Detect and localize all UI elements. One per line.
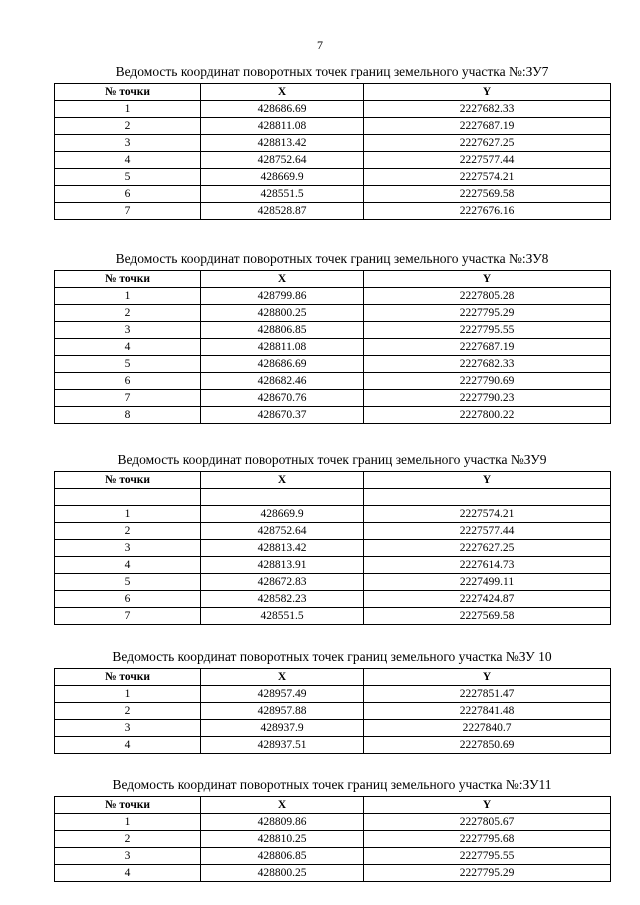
table-row xyxy=(55,540,611,557)
x-coordinate-cell: 428800.25 xyxy=(201,865,364,882)
table-row xyxy=(55,848,611,865)
y-coordinate-cell: 2227805.67 xyxy=(364,814,611,831)
y-coordinate-cell: 2227424.87 xyxy=(364,591,611,608)
column-header-y: Y xyxy=(364,472,611,489)
point-number-cell: 5 xyxy=(55,574,201,591)
y-coordinate-cell: 2227795.29 xyxy=(364,305,611,322)
y-coordinate-cell: 2227682.33 xyxy=(364,101,611,118)
column-header-point: № точки xyxy=(55,271,201,288)
table-row xyxy=(55,288,611,305)
point-number-cell: 2 xyxy=(55,118,201,135)
point-number-cell: 5 xyxy=(55,356,201,373)
table-title: Ведомость координат поворотных точек границ земельного участка №:ЗУ7 xyxy=(115,64,549,79)
x-coordinate-cell: 428752.64 xyxy=(201,152,364,169)
y-coordinate-cell: 2227614.73 xyxy=(364,557,611,574)
coords-table xyxy=(54,270,611,424)
point-number-cell: 1 xyxy=(55,814,201,831)
point-number-cell: 1 xyxy=(55,101,201,118)
point-number-cell: 6 xyxy=(55,186,201,203)
coords-table xyxy=(54,668,611,754)
column-header-y: Y xyxy=(364,797,611,814)
page-number: 7 xyxy=(317,38,323,52)
x-coordinate-cell: 428582.23 xyxy=(201,591,364,608)
table-row xyxy=(55,506,611,523)
column-header-y: Y xyxy=(364,84,611,101)
point-number-cell: 5 xyxy=(55,169,201,186)
column-header-point: № точки xyxy=(55,669,201,686)
table-header-row xyxy=(55,797,611,814)
x-coordinate-cell: 428806.85 xyxy=(201,322,364,339)
point-number-cell: 2 xyxy=(55,831,201,848)
table-row xyxy=(55,186,611,203)
table-row xyxy=(55,737,611,754)
column-header-point: № точки xyxy=(55,797,201,814)
y-coordinate-cell: 2227627.25 xyxy=(364,135,611,152)
x-coordinate-cell: 428800.25 xyxy=(201,305,364,322)
y-coordinate-cell: 2227805.28 xyxy=(364,288,611,305)
column-header-x: X xyxy=(201,84,364,101)
y-coordinate-cell: 2227676.16 xyxy=(364,203,611,220)
point-number-cell: 2 xyxy=(55,703,201,720)
x-coordinate-cell: 428528.87 xyxy=(201,203,364,220)
point-number-cell: 6 xyxy=(55,591,201,608)
x-coordinate-cell: 428937.51 xyxy=(201,737,364,754)
table-row xyxy=(55,489,611,506)
x-coordinate-cell: 428686.69 xyxy=(201,356,364,373)
point-number-cell: 7 xyxy=(55,203,201,220)
table-row xyxy=(55,703,611,720)
x-coordinate-cell: 428813.91 xyxy=(201,557,364,574)
y-coordinate-cell: 2227851.47 xyxy=(364,686,611,703)
coords-table xyxy=(54,83,611,220)
x-coordinate-cell: 428672.83 xyxy=(201,574,364,591)
x-coordinate-cell: 428752.64 xyxy=(201,523,364,540)
table-row xyxy=(55,118,611,135)
column-header-x: X xyxy=(201,472,364,489)
table-row xyxy=(55,608,611,625)
column-header-x: X xyxy=(201,669,364,686)
y-coordinate-cell: 2227577.44 xyxy=(364,152,611,169)
table-row xyxy=(55,101,611,118)
x-coordinate-cell: 428551.5 xyxy=(201,186,364,203)
point-number-cell: 6 xyxy=(55,373,201,390)
coords-block-zu11 xyxy=(54,776,610,882)
y-coordinate-cell: 2227569.58 xyxy=(364,608,611,625)
table-header-row xyxy=(55,271,611,288)
point-number-cell: 3 xyxy=(55,322,201,339)
x-coordinate-cell: 428811.08 xyxy=(201,339,364,356)
point-number-cell: 3 xyxy=(55,720,201,737)
column-header-y: Y xyxy=(364,669,611,686)
coords-table xyxy=(54,471,611,625)
y-coordinate-cell: 2227795.55 xyxy=(364,322,611,339)
x-coordinate-cell: 428809.86 xyxy=(201,814,364,831)
table-row xyxy=(55,305,611,322)
table-row xyxy=(55,574,611,591)
x-coordinate-cell: 428551.5 xyxy=(201,608,364,625)
table-header-row xyxy=(55,84,611,101)
table-row xyxy=(55,407,611,424)
y-coordinate-cell: 2227574.21 xyxy=(364,506,611,523)
table-row xyxy=(55,356,611,373)
y-coordinate-cell: 2227577.44 xyxy=(364,523,611,540)
table-row xyxy=(55,322,611,339)
table-row xyxy=(55,523,611,540)
column-header-x: X xyxy=(201,271,364,288)
point-number-cell: 7 xyxy=(55,390,201,407)
table-row xyxy=(55,591,611,608)
column-header-y: Y xyxy=(364,271,611,288)
table-row xyxy=(55,373,611,390)
point-number-cell: 1 xyxy=(55,288,201,305)
point-number-cell: 4 xyxy=(55,557,201,574)
y-coordinate-cell: 2227569.58 xyxy=(364,186,611,203)
point-number-cell: 7 xyxy=(55,608,201,625)
x-coordinate-cell: 428799.86 xyxy=(201,288,364,305)
table-title: Ведомость координат поворотных точек границ земельного участка №ЗУ9 xyxy=(117,452,547,467)
y-coordinate-cell: 2227790.23 xyxy=(364,390,611,407)
x-coordinate-cell: 428957.88 xyxy=(201,703,364,720)
y-coordinate-cell: 2227840.7 xyxy=(364,720,611,737)
coords-block-zu7 xyxy=(54,63,610,220)
table-row xyxy=(55,203,611,220)
coords-block-zu8 xyxy=(54,250,610,424)
x-coordinate-cell: 428686.69 xyxy=(201,101,364,118)
y-coordinate-cell: 2227499.11 xyxy=(364,574,611,591)
x-coordinate-cell: 428670.37 xyxy=(201,407,364,424)
y-coordinate-cell: 2227627.25 xyxy=(364,540,611,557)
x-coordinate-cell: 428813.42 xyxy=(201,540,364,557)
point-number-cell: 4 xyxy=(55,152,201,169)
coords-block-zu10 xyxy=(54,648,610,754)
table-row xyxy=(55,686,611,703)
point-number-cell: 3 xyxy=(55,540,201,557)
table-title: Ведомость координат поворотных точек границ земельного участка №:ЗУ8 xyxy=(115,251,549,266)
coords-block-zu9 xyxy=(54,451,610,625)
y-coordinate-cell: 2227687.19 xyxy=(364,339,611,356)
y-coordinate-cell: 2227800.22 xyxy=(364,407,611,424)
point-number-cell: 1 xyxy=(55,686,201,703)
table-title: Ведомость координат поворотных точек границ земельного участка №ЗУ 10 xyxy=(112,649,552,664)
x-coordinate-cell: 428670.76 xyxy=(201,390,364,407)
column-header-x: X xyxy=(201,797,364,814)
point-number-cell: 8 xyxy=(55,407,201,424)
point-number-cell: 3 xyxy=(55,848,201,865)
column-header-point: № точки xyxy=(55,472,201,489)
point-number-cell: 4 xyxy=(55,339,201,356)
point-number-cell: 3 xyxy=(55,135,201,152)
table-row xyxy=(55,339,611,356)
table-header-row xyxy=(55,669,611,686)
point-number-cell: 4 xyxy=(55,865,201,882)
y-coordinate-cell: 2227841.48 xyxy=(364,703,611,720)
table-row xyxy=(55,390,611,407)
x-coordinate-cell: 428937.9 xyxy=(201,720,364,737)
y-coordinate-cell: 2227795.55 xyxy=(364,848,611,865)
table-row xyxy=(55,135,611,152)
y-coordinate-cell: 2227682.33 xyxy=(364,356,611,373)
table-row xyxy=(55,831,611,848)
y-coordinate-cell xyxy=(364,489,611,506)
table-row xyxy=(55,814,611,831)
coords-table xyxy=(54,796,611,882)
y-coordinate-cell: 2227795.29 xyxy=(364,865,611,882)
table-row xyxy=(55,152,611,169)
x-coordinate-cell xyxy=(201,489,364,506)
x-coordinate-cell: 428669.9 xyxy=(201,506,364,523)
x-coordinate-cell: 428813.42 xyxy=(201,135,364,152)
x-coordinate-cell: 428810.25 xyxy=(201,831,364,848)
x-coordinate-cell: 428682.46 xyxy=(201,373,364,390)
table-row xyxy=(55,557,611,574)
y-coordinate-cell: 2227850.69 xyxy=(364,737,611,754)
table-row xyxy=(55,865,611,882)
point-number-cell: 4 xyxy=(55,737,201,754)
y-coordinate-cell: 2227687.19 xyxy=(364,118,611,135)
column-header-point: № точки xyxy=(55,84,201,101)
y-coordinate-cell: 2227790.69 xyxy=(364,373,611,390)
point-number-cell xyxy=(55,489,201,506)
y-coordinate-cell: 2227574.21 xyxy=(364,169,611,186)
y-coordinate-cell: 2227795.68 xyxy=(364,831,611,848)
x-coordinate-cell: 428669.9 xyxy=(201,169,364,186)
table-header-row xyxy=(55,472,611,489)
table-row xyxy=(55,169,611,186)
x-coordinate-cell: 428811.08 xyxy=(201,118,364,135)
point-number-cell: 1 xyxy=(55,506,201,523)
x-coordinate-cell: 428957.49 xyxy=(201,686,364,703)
x-coordinate-cell: 428806.85 xyxy=(201,848,364,865)
table-row xyxy=(55,720,611,737)
point-number-cell: 2 xyxy=(55,523,201,540)
table-title: Ведомость координат поворотных точек границ земельного участка №:ЗУ11 xyxy=(112,777,552,792)
point-number-cell: 2 xyxy=(55,305,201,322)
